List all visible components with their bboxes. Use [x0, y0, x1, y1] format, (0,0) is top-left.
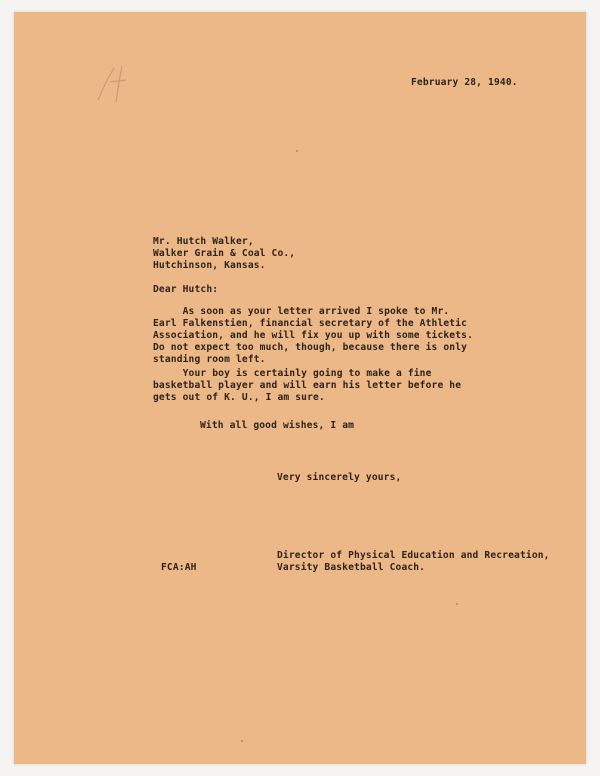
signature-title — [277, 550, 550, 574]
body-paragraph — [153, 306, 473, 366]
body-line: standing room left. — [153, 354, 266, 365]
body-line: With all good wishes, I am — [200, 420, 355, 431]
paper-speck — [296, 150, 298, 152]
pencil-mark-icon — [92, 62, 140, 106]
body-paragraph — [200, 420, 354, 432]
salutation: Dear Hutch: — [153, 284, 219, 295]
address-line: Hutchinson, Kansas. — [153, 260, 266, 271]
body-line: Earl Falkenstien, financial secretary of the Athletic — [153, 318, 468, 329]
body-line: Association, and he will fix you up with some tickets. — [153, 330, 473, 341]
address-line: Walker Grain & Coal Co., — [153, 248, 296, 259]
complimentary-closing: Very sincerely yours, — [277, 472, 402, 483]
inside-address — [153, 236, 295, 272]
address-line: Mr. Hutch Walker, — [153, 236, 254, 247]
body-line: As soon as your letter arrived I spoke to Mr. — [153, 306, 450, 317]
letter-date: February 28, 1940. — [411, 77, 518, 88]
body-line: gets out of K. U., I am sure. — [153, 392, 325, 403]
body-paragraph — [153, 368, 461, 404]
title-line: Varsity Basketball Coach. — [277, 562, 426, 573]
title-line: Director of Physical Education and Recreation, — [277, 550, 550, 561]
body-line: Your boy is certainly going to make a fine — [153, 368, 432, 379]
body-line: Do not expect too much, though, because there is only — [153, 342, 468, 353]
reference-initials: FCA:AH — [161, 562, 197, 573]
paper-speck — [456, 603, 458, 605]
paper-speck — [241, 740, 243, 742]
body-line: basketball player and will earn his letter before he — [153, 380, 462, 391]
